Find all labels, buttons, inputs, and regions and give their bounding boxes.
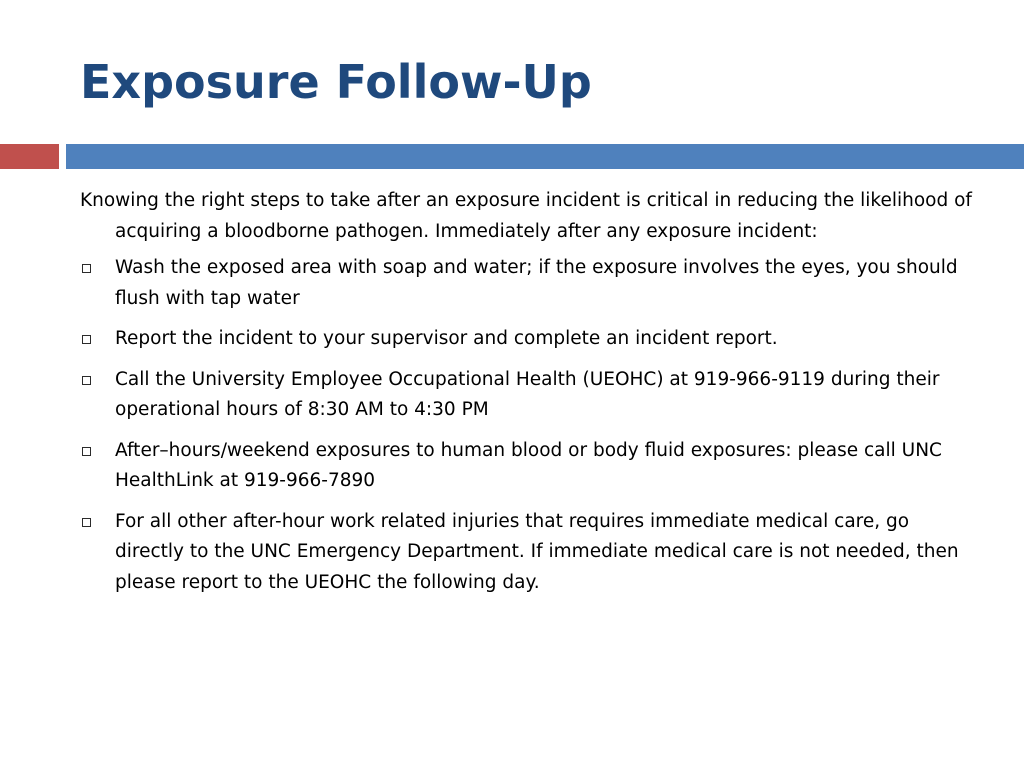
- bullet-item-wash: [80, 253, 980, 314]
- square-bullet-icon: [82, 376, 91, 385]
- bullet-item-call-ueohc: [80, 365, 980, 426]
- square-bullet-icon: [82, 447, 91, 456]
- square-bullet-icon: [82, 335, 91, 344]
- bullet-item-other-injuries: [80, 507, 980, 599]
- slide-body: [80, 186, 980, 608]
- bullet-text: Wash the exposed area with soap and water; if the exposure involves the eyes, you should flush with tap water: [115, 257, 958, 309]
- bullet-item-after-hours: [80, 436, 980, 497]
- bullet-text: Call the University Employee Occupational Health (UEOHC) at 919-966-9119 during their operational hours of 8:30 AM to 4:30 PM: [115, 368, 940, 420]
- intro-paragraph: Knowing the right steps to take after an exposure incident is critical in reducing the likelihood of acquiring a bloodborne pathogen. Immediately after any exposure incident:: [80, 190, 972, 242]
- bullet-text: Report the incident to your supervisor and complete an incident report.: [115, 328, 778, 349]
- title-rule-accent: [0, 144, 59, 169]
- bullet-text: After–hours/weekend exposures to human blood or body fluid exposures: please call UNC HealthLink at 919-966-7890: [115, 439, 942, 491]
- square-bullet-icon: [82, 518, 91, 527]
- square-bullet-icon: [82, 264, 91, 273]
- slide-title: Exposure Follow-Up: [80, 55, 592, 109]
- title-rule-bar: [66, 144, 1024, 169]
- bullet-item-report: [80, 324, 980, 355]
- bullet-list: [80, 253, 980, 598]
- bullet-text: For all other after-hour work related injuries that requires immediate medical care, go directly to the UNC Emergency Department. If immediate medical care is not needed, then please report to the UEOHC the following day.: [115, 510, 959, 593]
